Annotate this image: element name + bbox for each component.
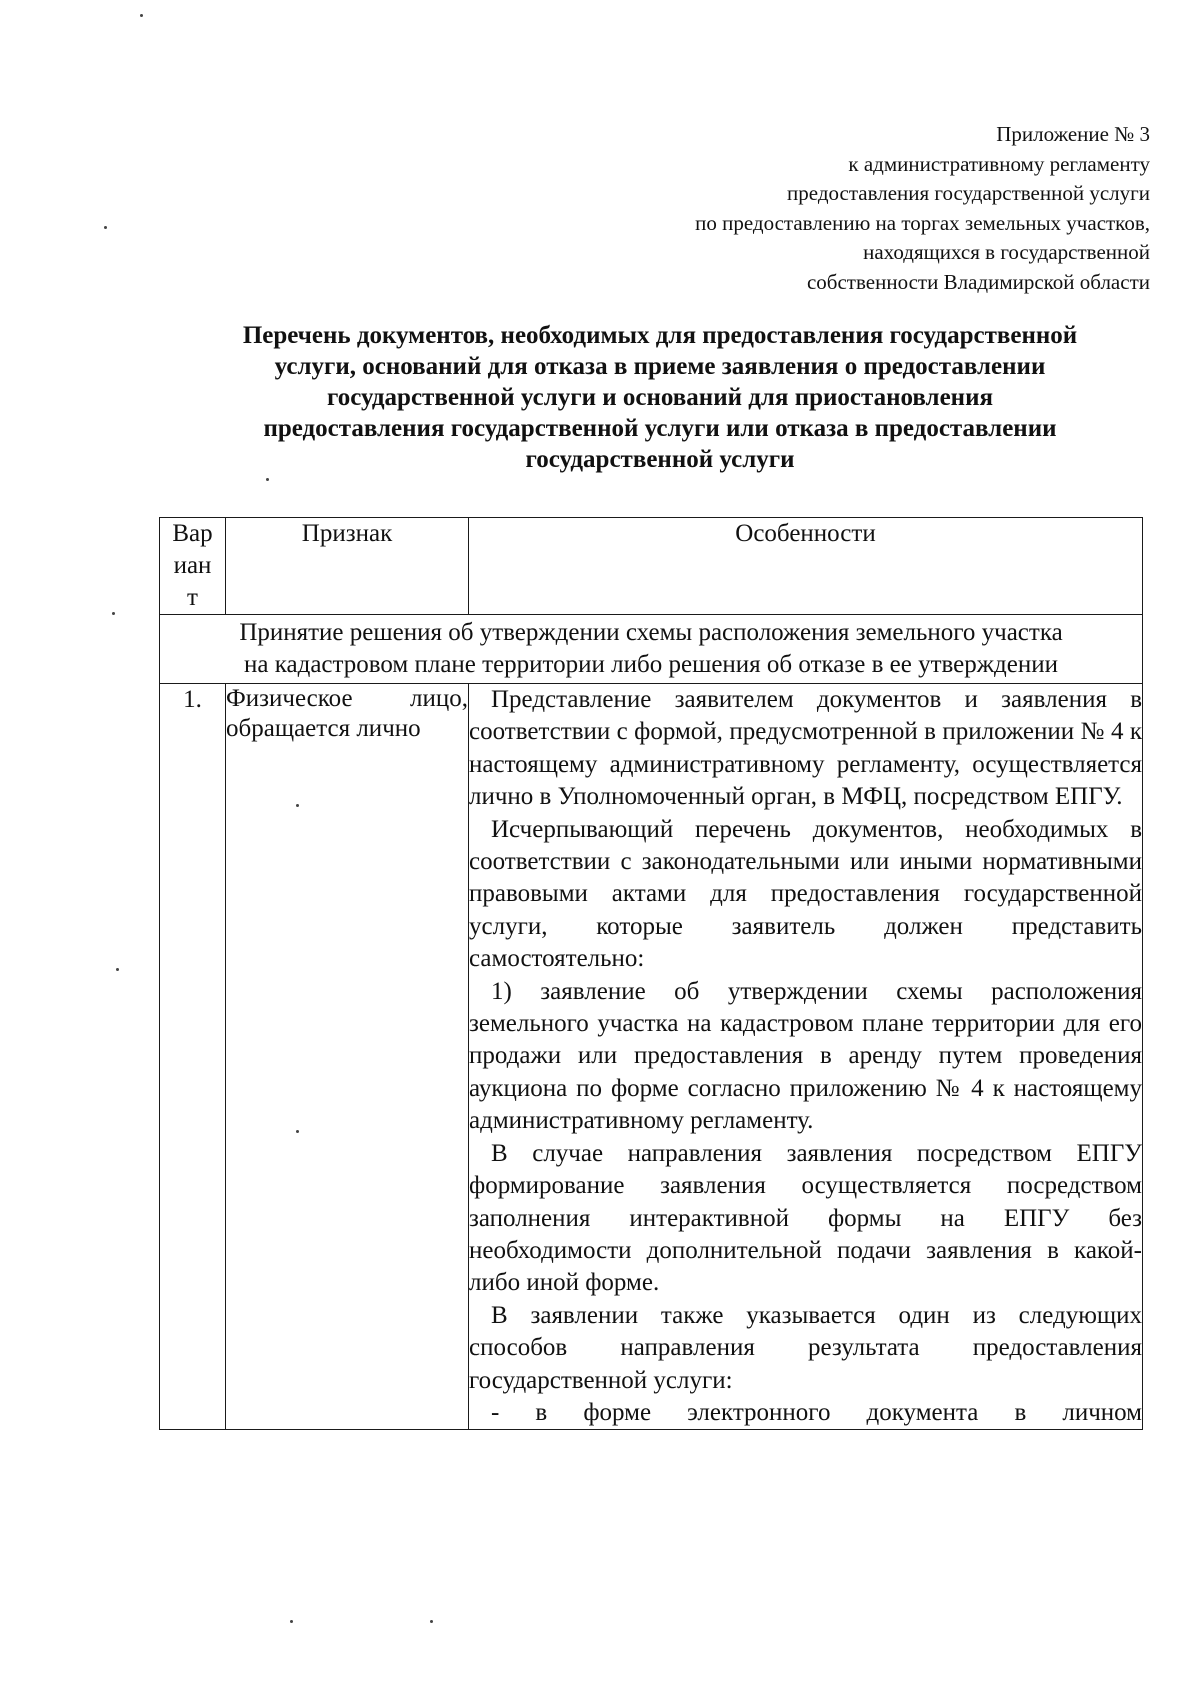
- feature-paragraph: В заявлении также указывается один из следующих способов направления результата предоставления государственной услуги:: [469, 1301, 1142, 1394]
- annex-line: Приложение № 3: [996, 122, 1150, 146]
- table-header-row: [160, 518, 1143, 615]
- row-number: 1.: [160, 684, 226, 1430]
- scan-speck: [290, 1620, 293, 1623]
- title-line: услуги, оснований для отказа в приеме заявления о предоставлении: [274, 353, 1046, 380]
- section-row: [160, 615, 1143, 684]
- annex-reference: [695, 120, 1150, 297]
- annex-line: предоставления государственной услуги: [787, 181, 1150, 205]
- scan-speck: [104, 226, 107, 229]
- row-sign: Физическое лицо, обращается лично: [226, 684, 469, 1430]
- annex-line: находящихся в государственной: [863, 240, 1150, 264]
- annex-line: по предоставлению на торгах земельных участков,: [695, 210, 1150, 235]
- table-row: [160, 684, 1143, 1430]
- scan-speck: [112, 612, 115, 615]
- title-line: государственной услуги: [525, 446, 795, 473]
- feature-paragraph: - в форме электронного документа в личном: [491, 1398, 1142, 1426]
- documents-table: [159, 517, 1143, 1430]
- feature-paragraph: Исчерпывающий перечень документов, необходимых в соответствии с законодательными или иными нормативными правовыми актами для предоставления государственной услуги, которые заявитель должен представить самостоятельно:: [469, 815, 1142, 973]
- scan-speck: [266, 478, 269, 481]
- scan-speck: [296, 1130, 299, 1133]
- header-sign: Признак: [226, 518, 469, 615]
- header-features: Особенности: [469, 518, 1143, 615]
- scan-speck: [116, 968, 119, 971]
- document-title: [160, 320, 1160, 475]
- section-title: Принятие решения об утверждении схемы расположения земельного участка на кадастровом плане территории либо решения об отказе в ее утверждении: [160, 615, 1143, 684]
- scan-speck: [430, 1620, 433, 1623]
- scan-speck: [140, 14, 143, 17]
- annex-line: собственности Владимирской области: [806, 269, 1150, 294]
- title-line: государственной услуги и оснований для приостановления: [326, 384, 993, 411]
- scan-speck: [296, 804, 299, 807]
- title-line: предоставления государственной услуги или отказа в предоставлении: [263, 415, 1057, 442]
- annex-line: к административному регламенту: [848, 151, 1150, 176]
- title-line: Перечень документов, необходимых для предоставления государственной: [242, 322, 1078, 349]
- row-features: [469, 684, 1143, 1430]
- feature-paragraph: В случае направления заявления посредством ЕПГУ формирование заявления осуществляется посредством заполнения интерактивной формы на ЕПГУ без необходимости дополнительной подачи заявления в какой-либо иной форме.: [469, 1139, 1142, 1297]
- feature-paragraph: 1) заявление об утверждении схемы расположения земельного участка на кадастровом плане территории для его продажи или предоставления в аренду путем проведения аукциона по форме согласно приложению № 4 к настоящему административному регламенту.: [469, 977, 1142, 1135]
- header-variant: Вар иан т: [160, 518, 226, 615]
- feature-paragraph: Представление заявителем документов и заявления в соответствии с формой, предусмотренной в приложении № 4 к настоящему административному регламенту, осуществляется лично в Уполномоченный орган, в МФЦ, посредством ЕПГУ.: [469, 686, 1142, 811]
